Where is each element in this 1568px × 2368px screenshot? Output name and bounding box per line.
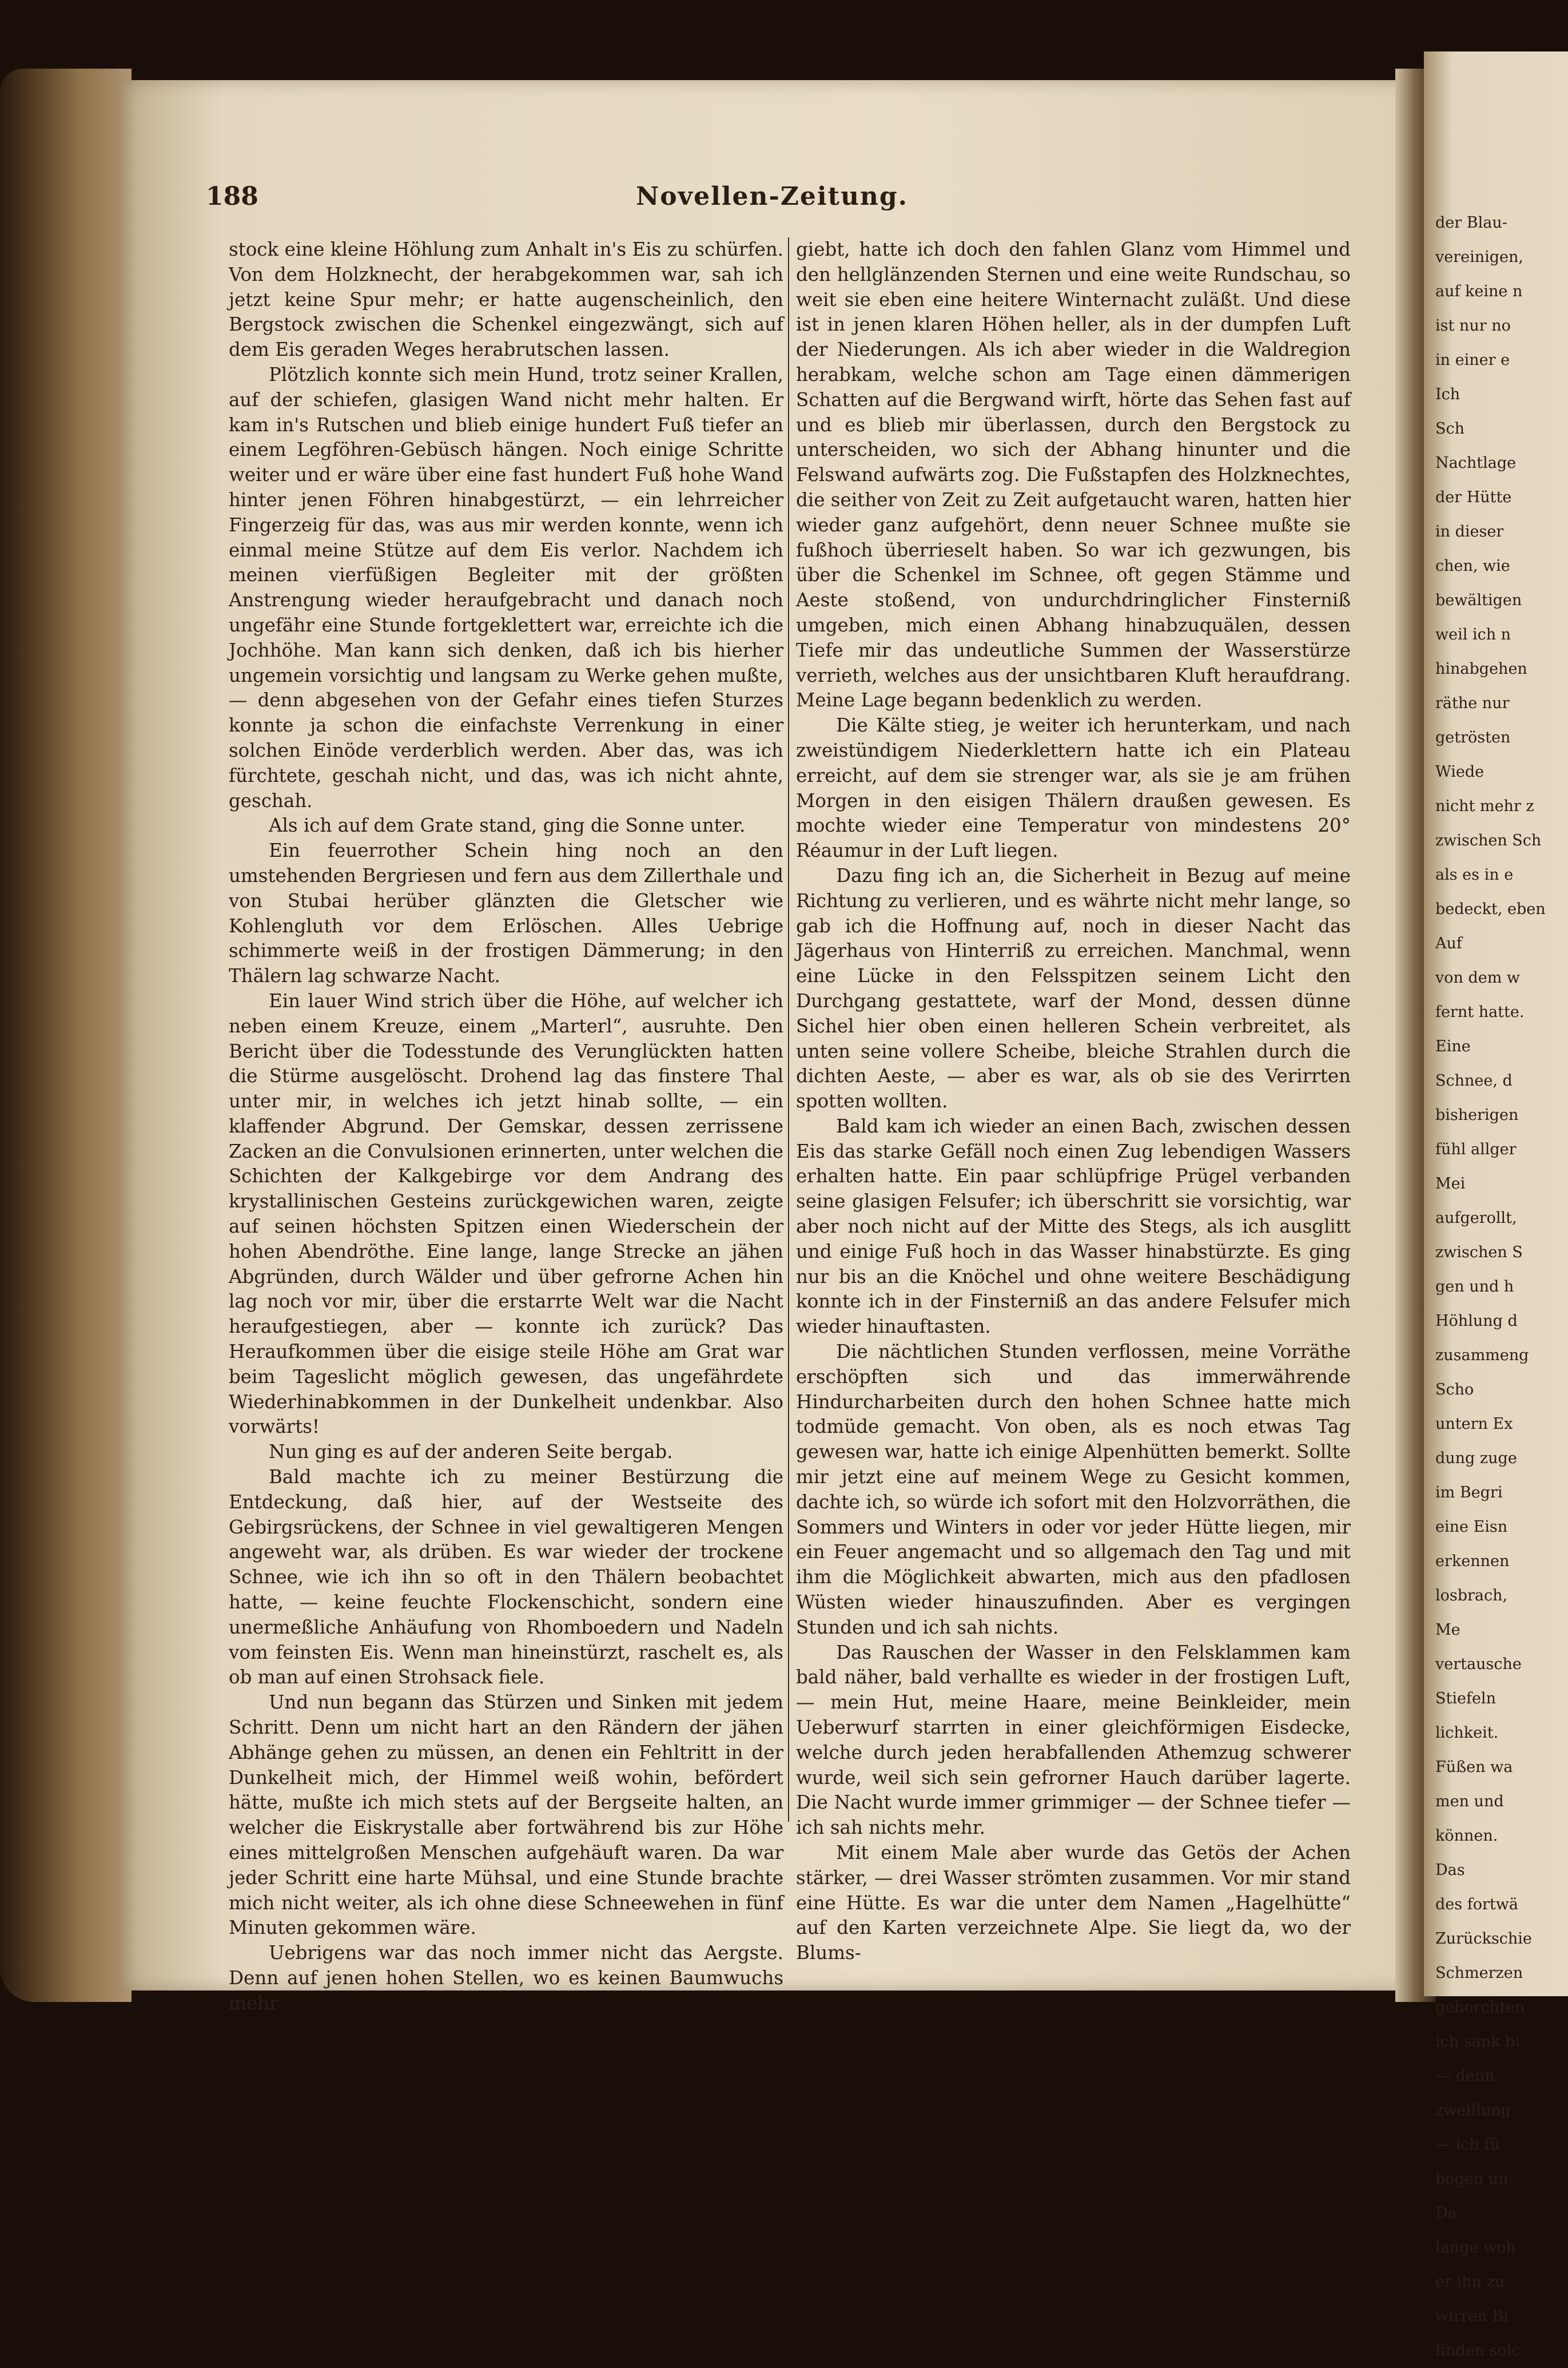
facing-page-line: aufgerollt, [1435,1209,1517,1227]
paragraph: Das Rauschen der Wasser in den Felsklammen kam bald näher, bald verhallte es wieder in der frostigen Luft, — mein Hut, meine Haare, meine Beinkleider, mein Ueberwurf starrten in einer gleichförmigen Eisdecke, welche durch jeden herabfallenden Athemzug schwerer wurde, weil sich sein gefrorner Hauch darüber lagerte. Die Nacht wurde immer grimmiger — der Schnee tiefer — ich sah nichts mehr. [796,1641,1351,1839]
facing-page-line: der Hütte [1435,488,1512,506]
facing-page-line: nicht mehr z [1435,797,1534,815]
facing-page-line: vertausche [1435,1655,1522,1673]
facing-page-line: finden solc [1435,2342,1521,2359]
facing-page-line: Me [1435,1621,1460,1639]
facing-page-line: weil ich n [1435,626,1511,643]
facing-page-line: Schnee, d [1435,1072,1513,1090]
facing-page-line: Füßen wa [1435,1758,1513,1776]
facing-page-line: von dem w [1435,969,1521,987]
facing-page-line: zwischen S [1435,1243,1523,1261]
paragraph: Ein lauer Wind strich über die Höhe, auf welcher ich neben einem Kreuze, einem „Marterl“, ausruhte. Den Bericht über die Todesstunde des Verunglückten hatten die Stürme ausgelöscht. Drohend lag das finstere Thal unter mir, in welches ich jetzt hinab sollte, — ein klaffender Abgrund. Der Gemskar, dessen zerrissene Zacken an die Convulsionen erinnerten, unter welchen die Schichten der Kalkgebirge vor dem Andrang des krystallinischen Gesteins zurückgewichen waren, zeigte auf seinen höchsten Spitzen einen Wiederschein der hohen Abendröthe. Eine lange, lange Strecke an jähen Abgründen, durch Wälder und über gefrorne Achen hin lag noch vor mir, über die erstarrte Welt war die Nacht heraufgestiegen, aber — konnte ich zurück? Das Heraufkommen über die eisige steile Höhe am Grat war beim Tageslicht möglich gewesen, das ungefährdete Wiederhinabkommen in der Dunkelheit undenkbar. Also vorwärts! [229,990,783,1438]
paragraph: Uebrigens war das noch immer nicht das Aergste. Denn auf jenen hohen Stellen, wo es keinen Baumwuchs mehr [229,1942,783,2014]
facing-page-line: eine Eisn [1435,1518,1508,1536]
facing-page-line: Auf [1435,935,1462,952]
facing-page-line: Da [1435,2204,1457,2222]
paragraph: Als ich auf dem Grate stand, ging die Sonne unter. [269,815,746,837]
facing-page-line: gen und h [1435,1278,1514,1296]
paragraph: Ein feuerrother Schein hing noch an den umstehenden Bergriesen und fern aus dem Zillerthale und von Stubai herüber glänzten die Gletscher wie Kohlengluth vor dem Erlöschen. Alles Uebrige schimmerte weiß in der frostigen Dämmerung; in den Thälern lag schwarze Nacht. [229,840,783,987]
column-divider [788,237,789,1822]
facing-page-line: bewältigen [1435,591,1522,609]
facing-page-line: losbrach, [1435,1587,1508,1604]
facing-page-line: vereinigen, [1435,248,1524,266]
left-column [229,237,783,2016]
facing-page-line: Mei [1435,1175,1466,1193]
paragraph: Mit einem Male aber wurde das Getös der Achen stärker, — drei Wasser strömten zusammen. Vor mir stand eine Hütte. Es war die unter dem Namen „Hagelhütte“ auf den Karten verzeichnete Alpe. Sie liegt da, wo der Blums- [796,1842,1351,1964]
facing-page-line: auf keine n [1435,283,1523,300]
right-column [796,237,1351,1966]
facing-page-line: ist nur no [1435,317,1511,335]
facing-page-line: räthe nur [1435,694,1510,712]
facing-page-line: untern Ex [1435,1415,1513,1433]
paragraph: Bald machte ich zu meiner Bestürzung die Entdeckung, daß hier, auf der Westseite des Gebirgsrückens, der Schnee in viel gewaltigeren Mengen angeweht war, als drüben. Es war wieder der trockene Schnee, wie ich ihn so oft in den Thälern beobachtet hatte, — keine feuchte Flockenschicht, sondern eine unermeßliche Anhäufung von Rhomboedern und Nadeln vom feinsten Eis. Wenn man hineinstürzt, raschelt es, als ob man auf einen Strohsack fiele. [229,1466,783,1688]
facing-page-line: — ich fü [1435,2136,1500,2154]
facing-page-line: Schmerzen [1435,1964,1523,1982]
facing-page-line: er ihn zu [1435,2273,1505,2291]
page-header [206,182,1338,216]
book-edge [0,69,132,2002]
facing-page-line: Stiefeln [1435,1690,1496,1707]
facing-page-line: im Begri [1435,1484,1503,1501]
facing-page-line: Höhlung d [1435,1312,1518,1330]
facing-page-line: hinabgehen [1435,660,1527,678]
facing-page-line: fühl allger [1435,1141,1517,1158]
paragraph: Und nun begann das Stürzen und Sinken mit jedem Schritt. Denn um nicht hart an den Rändern der jähen Abhänge gehen zu müssen, an denen ein Fehltritt in der Dunkelheit mich, der Himmel weiß wohin, befördert hätte, mußte ich mich stets auf der Bergseite halten, an welcher die Eiskrystalle aber fortwährend bis zur Höhe eines mittelgroßen Menschen aufgehäuft waren. Da war jeder Schritt eine harte Mühsal, und eine Stunde brachte mich nicht weiter, als ich ohne diese Schneewehen in fünf Minuten gekommen wäre. [229,1691,783,1939]
page-number: 188 [206,182,258,211]
facing-page-line: getrösten [1435,729,1511,746]
facing-page-line: lange woh [1435,2239,1516,2256]
facing-page-line: gehorchten [1435,1999,1525,2016]
facing-page-line: Wiede [1435,763,1485,781]
facing-page-line: bisherigen [1435,1106,1519,1124]
facing-page-line: men und [1435,1793,1504,1810]
facing-page-line: chen, wie [1435,557,1510,575]
facing-page-line: zwischen Sch [1435,832,1542,849]
running-title: Novellen-Zeitung. [635,182,909,211]
facing-page-line: zweiflung [1435,2101,1511,2119]
paragraph: Plötzlich konnte sich mein Hund, trotz seiner Krallen, auf der schiefen, glasigen Wand nicht mehr halten. Er kam in's Rutschen und blieb einige hundert Fuß tiefer an einem Legföhren-Gebüsch hängen. Noch einige Schritte weiter und er wäre über eine fast hundert Fuß hohe Wand hinter jenen Föhren hinabgestürzt, — ein lehrreicher Fingerzeig für das, was aus mir werden konnte, wenn ich einmal meine Stütze auf dem Eis verlor. Nachdem ich meinen vierfüßigen Begleiter mit der größten Anstrengung wieder heraufgebracht und danach noch ungefähr eine Stunde fortgeklettert war, erreichte ich die Jochhöhe. Man kann sich denken, daß ich bis hierher ungemein vorsichtig und langsam zu Werke gehen mußte, — denn abgesehen von der Gefahr eines tiefen Sturzes konnte ja schon die einfachste Verrenkung in einer solchen Einöde verderblich werden. Aber das, was ich fürchtete, geschah nicht, und das, was ich nicht ahnte, geschah. [229,363,783,812]
facing-page [1424,51,1568,2359]
facing-page-line: Das [1435,1861,1465,1879]
paragraph: giebt, hatte ich doch den fahlen Glanz vom Himmel und den hellglänzenden Sternen und eine weite Rundschau, so weit sie eben eine heitere Winternacht zuläßt. Und diese ist in jenen klaren Höhen heller, als in der dumpfen Luft der Niederungen. Als ich aber wieder in die Waldregion herabkam, welche schon am Tage einen dämmerigen Schatten auf die Bergwand wirft, hörte das Sehen fast auf und es blieb mir überlassen, durch den Bergstock zu unterscheiden, wo sich der Abhang hinunter und die Felswand aufwärts zog. Die Fußstapfen des Holzknechtes, die seither von Zeit zu Zeit aufgetaucht waren, hatten hier wieder ganz aufgehört, denn neuer Schnee mußte sie fußhoch überrieselt haben. So war ich gezwungen, bis über die Schenkel im Schnee, oft gegen Stämme und Aeste stoßend, von undurchdringlicher Finsterniß umgeben, mich einen Abhang hinabzuquälen, dessen Tiefe mir das undeutliche Summen der Wasserstürze verrieth, welches aus der unsichtbaren Kluft heraufdrang. Meine Lage begann bedenklich zu werden. [796,239,1351,712]
paragraph: Die Kälte stieg, je weiter ich herunterkam, und nach zweistündigem Niederklettern hatte ich ein Plateau erreicht, auf dem sie strenger war, als sie je am frühen Morgen in den eisigen Thälern draußen gewesen. Es mochte wieder eine Temperatur von mindestens 20° Réaumur in der Luft liegen. [796,714,1351,862]
facing-page-line: wirren Bi [1435,2307,1509,2325]
facing-page-line: Scho [1435,1381,1474,1398]
facing-page-line: — denn [1435,2067,1495,2085]
facing-page-line: zusammeng [1435,1346,1529,1364]
facing-page-line: erkennen [1435,1552,1510,1570]
facing-page-line: bedeckt, eben [1435,900,1546,918]
facing-page-line: bogen un [1435,2170,1509,2188]
facing-page-line: Eine [1435,1038,1471,1055]
facing-page-line: Ich [1435,386,1460,403]
facing-page-line: als es in e [1435,866,1514,884]
facing-page-line: lichkeit. [1435,1724,1499,1742]
paragraph: Die nächtlichen Stunden verflossen, meine Vorräthe erschöpften sich und das immerwährende Hindurcharbeiten durch den hohen Schnee hatte mich todmüde gemacht. Von oben, als es noch etwas Tag gewesen war, hatte ich einige Alpenhütten bemerkt. Sollte mir jetzt eine auf meinem Wege zu Gesicht kommen, dachte ich, so würde ich sofort mit den Holzvorräthen, die Sommers und Winters in oder vor jeder Hütte liegen, mir ein Feuer angemacht und so allgemach den Tag und mit ihm die Möglichkeit abwarten, mich aus den pfadlosen Wüsten wieder hinauszufinden. Aber es vergingen Stunden und ich sah nichts. [796,1341,1351,1638]
facing-page-line: fernt hatte. [1435,1003,1525,1021]
facing-page-line: Zurückschie [1435,1930,1532,1948]
facing-page-line: ich sank bi [1435,2033,1520,2051]
facing-page-line: in einer e [1435,351,1510,369]
paragraph: stock eine kleine Höhlung zum Anhalt in's Eis zu schürfen. Von dem Holzknecht, der herabgekommen war, sah ich jetzt keine Spur mehr; er hatte augenscheinlich, den Bergstock zwischen die Schenkel eingezwängt, sich auf dem Eis geraden Weges herabrutschen lassen. [229,239,783,361]
paragraph: Nun ging es auf der anderen Seite bergab. [269,1441,673,1463]
paragraph: Bald kam ich wieder an einen Bach, zwischen dessen Eis das starke Gefäll noch einen Zug lebendigen Wassers erhalten hatte. Ein paar schlüpfrige Prügel verbanden seine glasigen Felsufer; ich überschritt sie vorsichtig, war aber noch nicht auf der Mitte des Stegs, als ich ausglitt und einige Fuß hoch in das Wasser hinabstürzte. Es ging nur bis an die Knöchel und ohne weitere Beschädigung konnte ich in der Finsterniß an das andere Felsufer mich wieder hinauftasten. [796,1115,1351,1338]
facing-page-line: dung zuge [1435,1449,1517,1467]
facing-page-line: können. [1435,1827,1498,1845]
facing-page-line: Nachtlage [1435,454,1517,472]
facing-page-line: des fortwä [1435,1896,1518,1913]
facing-page-line: Sch [1435,420,1465,438]
paragraph: Dazu fing ich an, die Sicherheit in Bezug auf meine Richtung zu verlieren, und es währte nicht mehr lange, so gab ich die Hoffnung auf, noch in dieser Nacht das Jägerhaus von Hinterriß zu erreichen. Manchmal, wenn eine Lücke in den Felsspitzen seinem Licht den Durchgang gestattete, warf der Mond, dessen dünne Sichel hier oben einen helleren Schein verbreitet, als unten seine vollere Scheibe, bleiche Strahlen durch die dichten Aeste, — aber es war, als ob sie des Verirrten spotten wollten. [796,864,1351,1113]
facing-page-line: der Blau- [1435,214,1507,232]
facing-page-line: in dieser [1435,523,1504,541]
